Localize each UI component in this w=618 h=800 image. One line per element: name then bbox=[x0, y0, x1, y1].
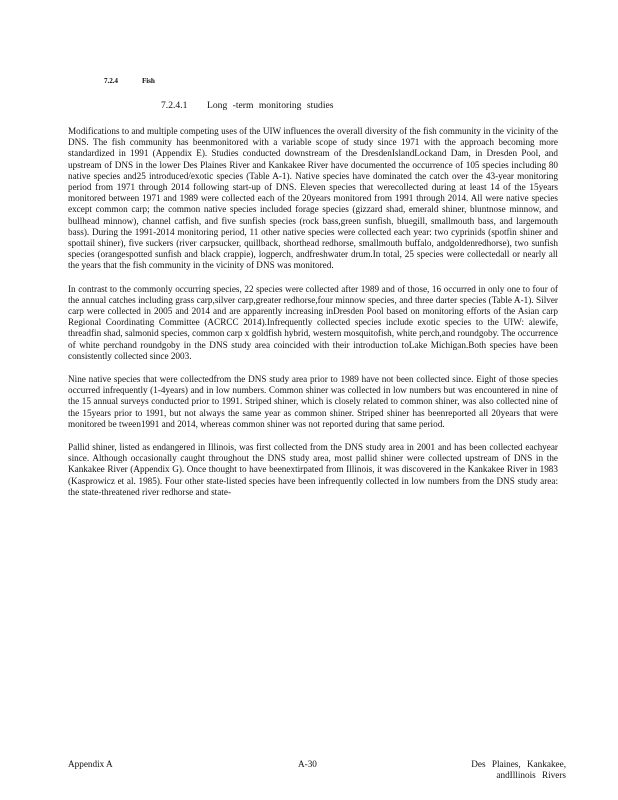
subsection-heading bbox=[161, 100, 334, 111]
paragraph-3: Nine native species that were collectedfrom the DNS study area prior to 1989 have not been collected since. Eight of those species occurred infrequently (1-4years) and in low numbers. Common shiner was collected in low numbers but was encountered in nine of the 15 annual surveys conducted prior to 1991. Striped shiner, which is closely related to common shiner, was also collected nine of the 15years prior to 1991, but not always the same year as common shiner. Striped shiner has beenreported all 20years that were monitored be tween1991 and 2014, whereas common shiner was not reported during that same period. bbox=[68, 374, 558, 429]
subsection-title: Long -term monitoring studies bbox=[207, 100, 334, 111]
paragraph-1: Modifications to and multiple competing uses of the UIW influences the overall diversity of the fish community in the vicinity of the DNS. The fish community has beenmonitored with a variable scope of study since 1971 with the approach becoming more standardized in 1991 (Appendix E). Studies conducted downstream of the DresdenIslandLockand Dam, in Dresden Pool, and upstream of DNS in the lower Des Plaines River and Kankakee River have documented the occurrence of 105 species including 80 native species and25 introduced/exotic species (Table A-1). Native species have dominated the catch over the 43-year monitoring period from 1971 through 2014 following start-up of DNS. Eleven species that werecollected during at least 14 of the 15years monitored between 1971 and 1989 were collected each of the 20years monitored from 1991 through 2014. All were native species except common carp; the common native species included forage species (gizzard shad, emerald shiner, bluntnose minnow, and bullhead minnow), channel catfish, and five sunfish species (rock bass,green sunfish, bluegill, smallmouth bass, and largemouth bass). During the 1991-2014 monitoring period, 11 other native species were collected each year: two cyprinids (spotfin shiner and spottail shiner), five suckers (river carpsucker, quillback, shorthead redhorse, smallmouth buffalo, andgoldenredhorse), two sunfish species (orangespotted sunfish and black crappie), logperch, andfreshwater drum.In total, 25 species were collectedall or nearly all the years that the fish community in the vicinity of DNS was monitored. bbox=[68, 126, 558, 271]
section-number: 7.2.4 bbox=[104, 77, 118, 85]
footer-appendix-label: Appendix A bbox=[68, 759, 113, 769]
footer-page-number: A-30 bbox=[298, 759, 317, 769]
footer-document-title bbox=[471, 759, 566, 781]
subsection-number: 7.2.4.1 bbox=[161, 100, 188, 111]
body-text bbox=[68, 126, 558, 510]
section-title: Fish bbox=[142, 77, 155, 85]
paragraph-4: Pallid shiner, listed as endangered in Illinois, was first collected from the DNS study area in 2001 and has been collected eachyear since. Although occasionally caught throughout the DNS study area, most pallid shiner were collected upstream of DNS in the Kankakee River (Appendix G). Once thought to have beenextirpated from Illinois, it was discovered in the Kankakee River in 1983 (Kasprowicz et al. 1985). Four other state-listed species have been infrequently collected in low numbers from the DNS study area: the state-threatened river redhorse and state- bbox=[68, 442, 558, 497]
footer-title-line-1: Des Plaines, Kankakee, bbox=[471, 759, 566, 769]
section-heading bbox=[104, 77, 155, 85]
footer-title-line-2: andIllinois Rivers bbox=[496, 770, 566, 780]
paragraph-2: In contrast to the commonly occurring species, 22 species were collected after 1989 and of those, 16 occurred in only one to four of the annual catches including grass carp,silver carp,greater redhorse,four minnow species, and three darter species (Table A-1). Silver carp were collected in 2005 and 2014 and are apparently increasing inDresden Pool based on monitoring efforts of the Asian carp Regional Coordinating Committee (ACRCC 2014).Infrequently collected species include exotic species to the UIW: alewife, threadfin shad, salmonid species, common carp x goldfish hybrid, western mosquitofish, white perch,and roundgoby. The occurrence of white perchand roundgoby in the DNS study area coincided with their introduction toLake Michigan.Both species have been consistently collected since 2003. bbox=[68, 283, 558, 361]
